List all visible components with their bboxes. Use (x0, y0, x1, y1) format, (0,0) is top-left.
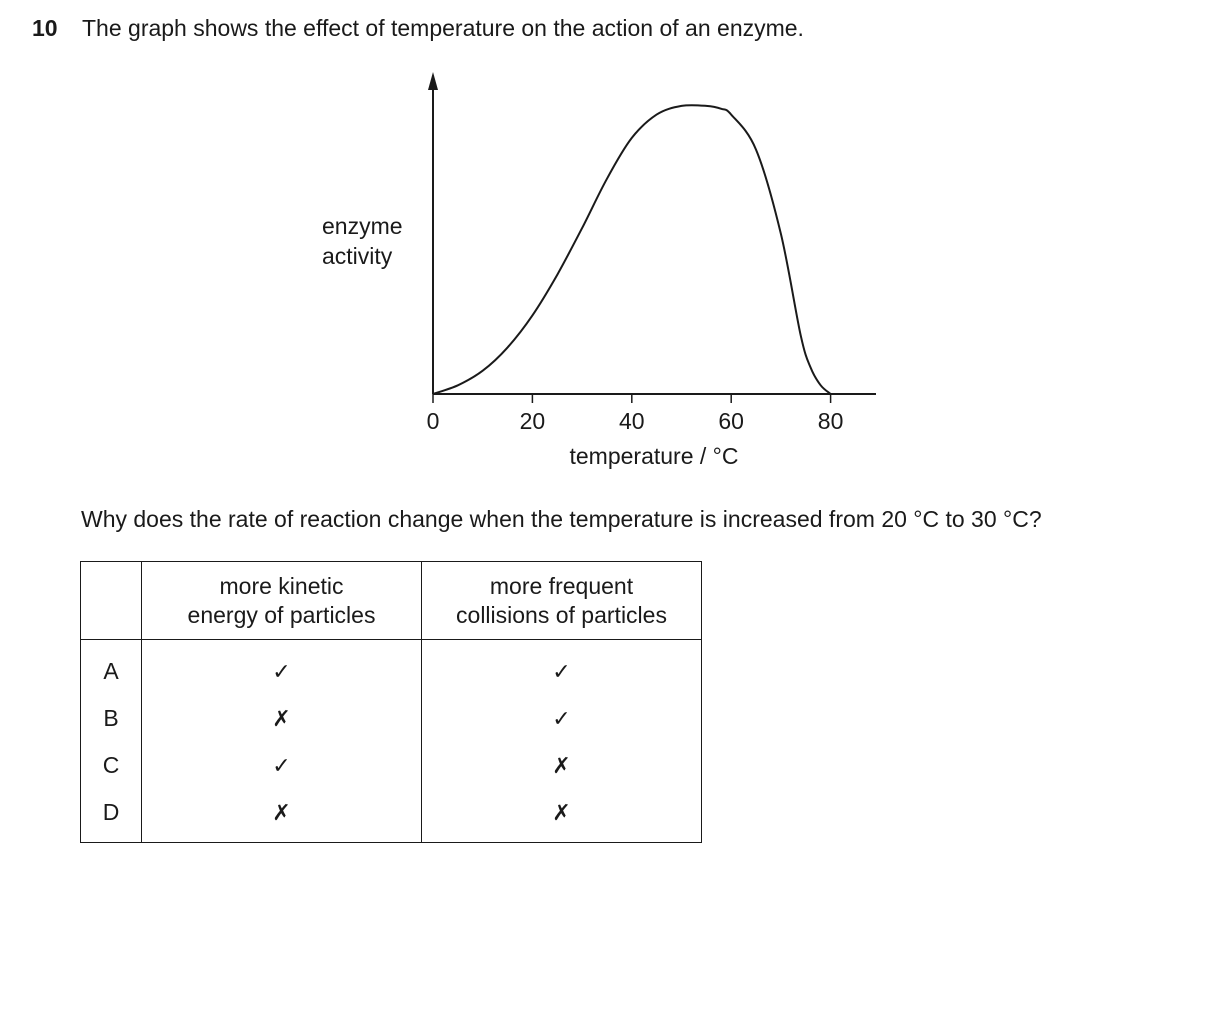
x-tick-label: 80 (817, 408, 844, 434)
option-letter: C (81, 742, 142, 789)
answer-options-table (80, 561, 702, 843)
option-letter: A (81, 640, 142, 696)
question-stem: The graph shows the effect of temperature on the action of an enzyme. (82, 15, 804, 41)
option-d-collision-mark: ✗ (422, 789, 702, 843)
x-tick-label: 40 (619, 408, 645, 434)
option-c-collision-mark: ✗ (422, 742, 702, 789)
option-c-kinetic-mark: ✓ (142, 742, 422, 789)
option-b-collision-mark: ✓ (422, 695, 702, 742)
option-row-c (81, 742, 702, 789)
option-letter: B (81, 695, 142, 742)
question-number: 10 (32, 15, 58, 41)
enzyme-activity-curve (433, 105, 831, 394)
header-frequent-collisions (422, 562, 702, 640)
option-row-b (81, 695, 702, 742)
x-tick-label: 20 (519, 408, 546, 434)
option-row-a (81, 640, 702, 696)
option-a-collision-mark: ✓ (422, 640, 702, 696)
x-tick-label: 0 (426, 408, 440, 434)
option-row-d (81, 789, 702, 843)
y-axis-label-line: enzyme (322, 213, 403, 239)
option-letter: D (81, 789, 142, 843)
y-axis-arrowhead (428, 72, 438, 90)
option-a-kinetic-mark: ✓ (142, 640, 422, 696)
header-frequent-collisions-line-1: more frequent (489, 572, 634, 599)
x-tick-label: 60 (718, 408, 744, 434)
header-kinetic-energy-line-2: energy of particles (187, 601, 376, 628)
header-kinetic-energy (142, 562, 422, 640)
option-b-kinetic-mark: ✗ (142, 695, 422, 742)
x-axis-label: temperature / °C (569, 443, 739, 469)
option-d-kinetic-mark: ✗ (142, 789, 422, 843)
header-empty-cell (81, 562, 142, 640)
y-axis-label-line: activity (322, 243, 393, 269)
enzyme-activity-chart (0, 0, 1209, 500)
table-header-row (81, 562, 702, 640)
header-frequent-collisions-line-2: collisions of particles (456, 601, 667, 628)
chart-plot-area (322, 72, 876, 469)
question-prompt: Why does the rate of reaction change when the temperature is increased from 20 °C to 30 °C? (81, 506, 1042, 532)
header-kinetic-energy-line-1: more kinetic (219, 572, 344, 599)
